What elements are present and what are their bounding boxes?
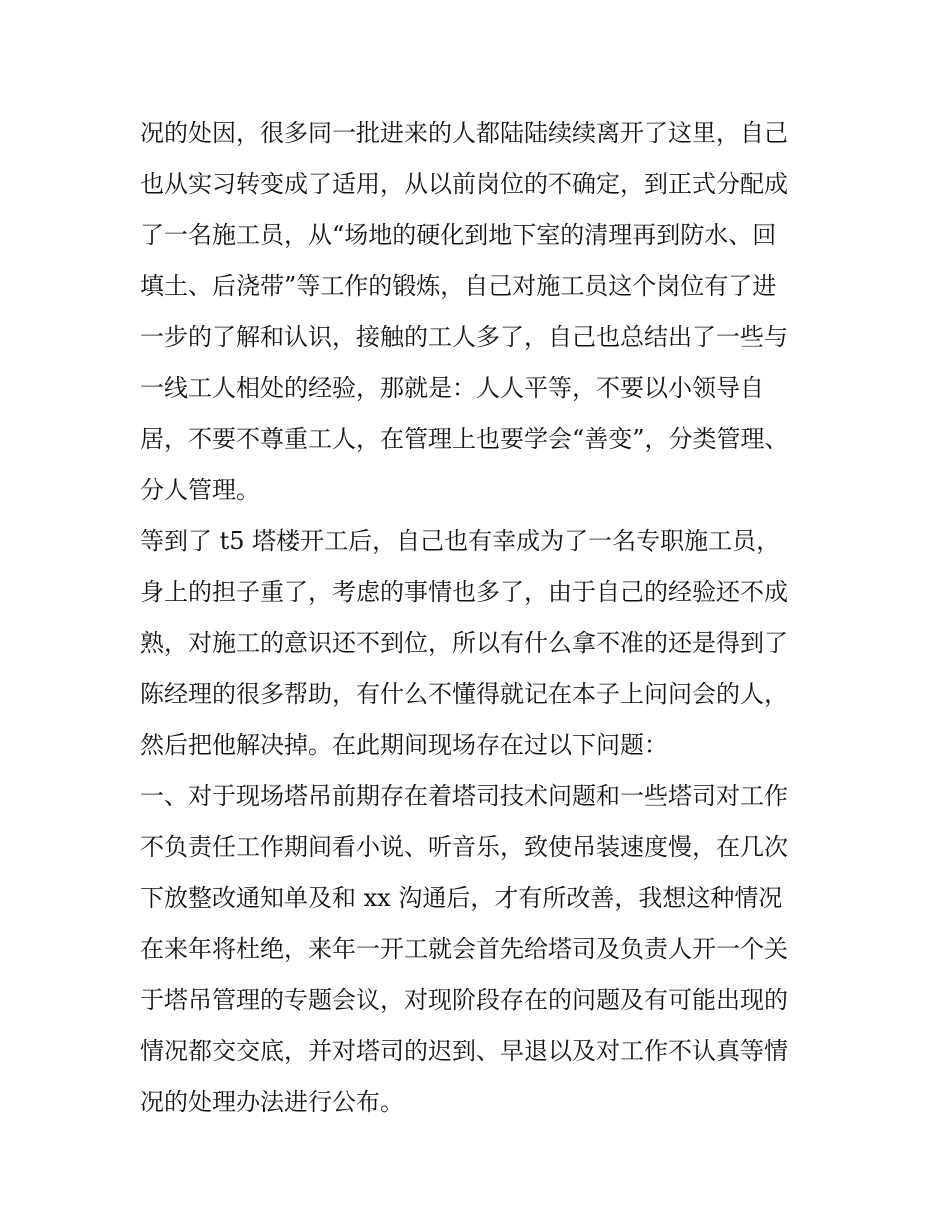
text-line: 然后把他解决掉。在此期间现场存在过以下问题： — [140, 731, 668, 759]
text-line: 一线工人相处的经验，那就是：人人平等，不要以小领导自 — [140, 374, 764, 402]
text-line: 况的处因，很多同一批进来的人都陆陆续续离开了这里，自己 — [140, 119, 788, 147]
text-line: 一步的了解和认识，接触的工人多了，自己也总结出了一些与 — [140, 323, 788, 351]
text-line: 情况都交交底，并对塔司的迟到、早退以及对工作不认真等情 — [140, 1037, 788, 1065]
text-line: 居，不要不尊重工人，在管理上也要学会“善变”，分类管理、 — [140, 425, 789, 453]
text-line: 等到了 t5 塔楼开工后，自己也有幸成为了一名专职施工员， — [140, 527, 781, 555]
text-line: 身上的担子重了，考虑的事情也多了，由于自己的经验还不成 — [140, 578, 788, 606]
text-line: 熟，对施工的意识还不到位，所以有什么拿不准的还是得到了 — [140, 629, 788, 657]
text-line: 下放整改通知单及和 xx 沟通后，才有所改善，我想这种情况 — [140, 884, 783, 912]
text-line: 填土、后浇带”等工作的锻炼，自己对施工员这个岗位有了进 — [140, 272, 777, 300]
text-line: 于塔吊管理的专题会议，对现阶段存在的问题及有可能出现的 — [140, 986, 788, 1014]
text-line: 了一名施工员，从“场地的硬化到地下室的清理再到防水、回 — [140, 221, 777, 249]
text-line: 陈经理的很多帮助，有什么不懂得就记在本子上问问会的人， — [140, 680, 788, 708]
body-text — [140, 108, 820, 1128]
text-line: 在来年将杜绝，来年一开工就会首先给塔司及负责人开一个关 — [140, 935, 788, 963]
text-line: 况的处理办法进行公布。 — [140, 1088, 404, 1116]
text-line: 不负责任工作期间看小说、听音乐，致使吊装速度慢，在几次 — [140, 833, 788, 861]
text-line: 分人管理。 — [140, 476, 260, 504]
text-line: 也从实习转变成了适用，从以前岗位的不确定，到正式分配成 — [140, 170, 788, 198]
text-line: 一、对于现场塔吊前期存在着塔司技术问题和一些塔司对工作 — [140, 782, 788, 810]
